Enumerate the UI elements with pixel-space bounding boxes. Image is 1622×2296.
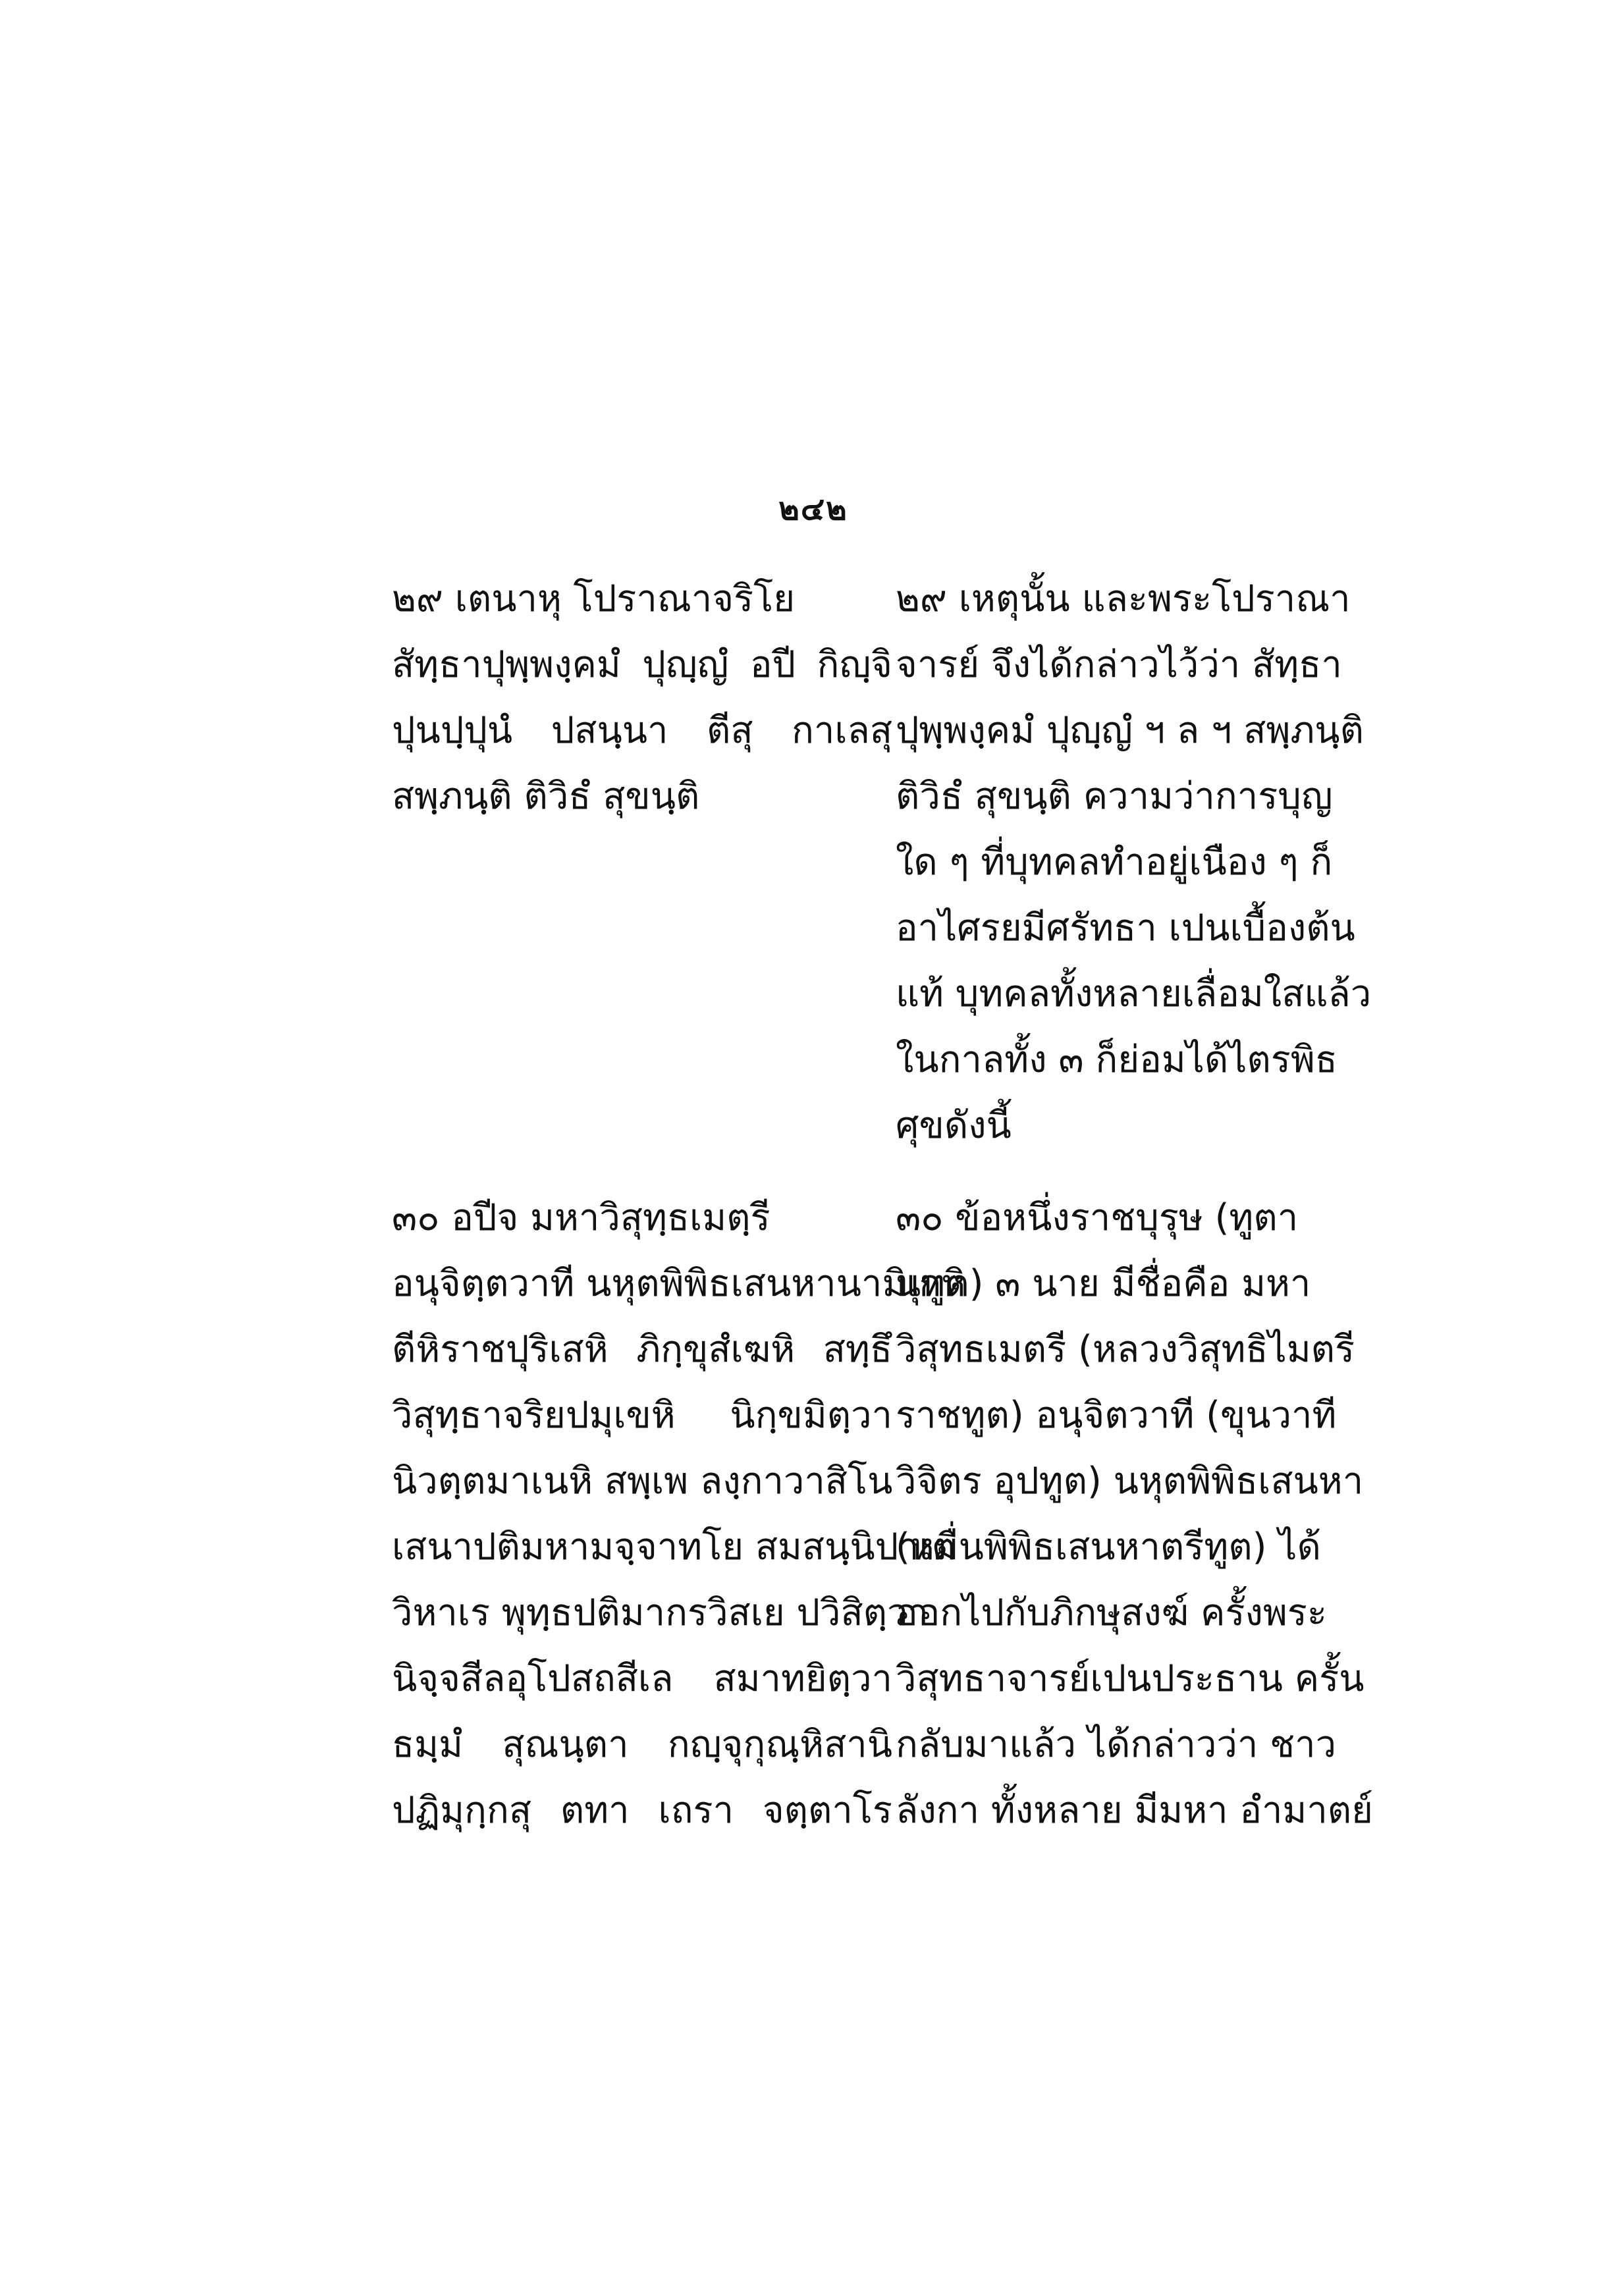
- text-line: วิหาเร พุทฺธปติมากรวิสเย ปวิสิตฺวา: [392, 1591, 929, 1634]
- text-line: ปฏิมุกฺกสุ ตทา เถรา จตฺตาโร: [392, 1789, 892, 1832]
- thai-translation-29: [896, 566, 1372, 1159]
- text-line: ๓๐ อปีจ มหาวิสุทฺธเมตฺรี: [392, 1196, 770, 1239]
- text-line: ตีหิราชปุริเสหิ ภิกฺขุสํเฆหิ สทฺธึ: [392, 1328, 892, 1371]
- pali-verse-29: [392, 566, 892, 830]
- text-line: เสนาปติมหามจฺจาทโย สมสนฺนิปาเต: [392, 1526, 956, 1568]
- thai-translation-30: [896, 1185, 1373, 1844]
- text-line: นิวตฺตมาเนหิ สพฺเพ ลงฺกาวาสิโน: [392, 1460, 893, 1503]
- text-line: ๒๙ เตนาหุ โปราณาจริโย: [392, 577, 796, 620]
- text-line: แท้ บุทคลทั้งหลายเลื่อมใสแล้ว: [896, 973, 1372, 1015]
- text-line: ปุนปฺปุนํ ปสนฺนา ตีสุ กาเลสุ: [392, 709, 892, 752]
- text-line: วิสุทฺธาจริยปมุเขหิ นิกฺขมิตฺวา: [392, 1394, 892, 1437]
- text-line: ราชทูต) อนุจิตวาที (ขุนวาที: [896, 1394, 1337, 1437]
- text-line: นุทูต) ๓ นาย มีชื่อคือ มหา: [896, 1262, 1311, 1305]
- text-line: ๓๐ ข้อหนึ่งราชบุรุษ (ทูตา: [896, 1196, 1299, 1239]
- text-line: ติวิธํ สุขนฺติ ความว่าการบุญ: [896, 775, 1333, 818]
- text-line: (หมื่นพิพิธเสนหาตรีทูต) ได้: [896, 1526, 1321, 1568]
- text-line: นิจฺจสีลอุโปสถสีเล สมาทยิตฺวา: [392, 1657, 892, 1700]
- text-line: วิสุทธเมตรี (หลวงวิสุทธิไมตรี: [896, 1328, 1355, 1371]
- text-line: สพฺภนฺติ ติวิธํ สุขนฺติ: [392, 775, 700, 818]
- text-line: ศุขดังนี้: [896, 1104, 1012, 1147]
- text-line: ใด ๆ ที่บุทคลทำอยู่เนือง ๆ ก็: [896, 841, 1333, 884]
- text-line: กลับมาแล้ว ได้กล่าวว่า ชาว: [896, 1723, 1337, 1766]
- text-line: ธมฺมํ สุณนฺตา กญฺจุกุณฺหิสานิ: [392, 1723, 892, 1766]
- text-line: อาไศรยมีศรัทธา เปนเบื้องต้น: [896, 907, 1355, 949]
- text-line: ในกาลทั้ง ๓ ก็ย่อมได้ไตรพิธ: [896, 1038, 1338, 1081]
- text-line: ออกไปกับภิกษุสงฆ์ ครั้งพระ: [896, 1591, 1327, 1634]
- pali-verse-30: [392, 1185, 966, 1844]
- text-line: สัทฺธาปุพฺพงฺคมํ ปุญฺญํ อปี กิญฺจิ: [392, 643, 892, 686]
- text-line: อนุจิตฺตวาที นหุตพิพิธเสนหานามิเกหิ: [392, 1262, 966, 1305]
- text-line: จารย์ จึงได้กล่าวไว้ว่า สัทฺธา: [896, 643, 1342, 686]
- text-line: วิจิตร อุปทูต) นหุตพิพิธเสนหา: [896, 1460, 1364, 1503]
- text-line: ลังกา ทั้งหลาย มีมหา อำมาตย์: [896, 1789, 1373, 1832]
- text-line: วิสุทธาจารย์เปนประธาน ครั้น: [896, 1657, 1365, 1700]
- page-number: ๒๔๒: [778, 491, 848, 527]
- text-line: ๒๙ เหตุนั้น และพระโปราณา: [896, 577, 1351, 620]
- text-line: ปุพฺพงฺคมํ ปุญฺญํ ฯ ล ฯ สพฺภนฺติ: [896, 709, 1364, 752]
